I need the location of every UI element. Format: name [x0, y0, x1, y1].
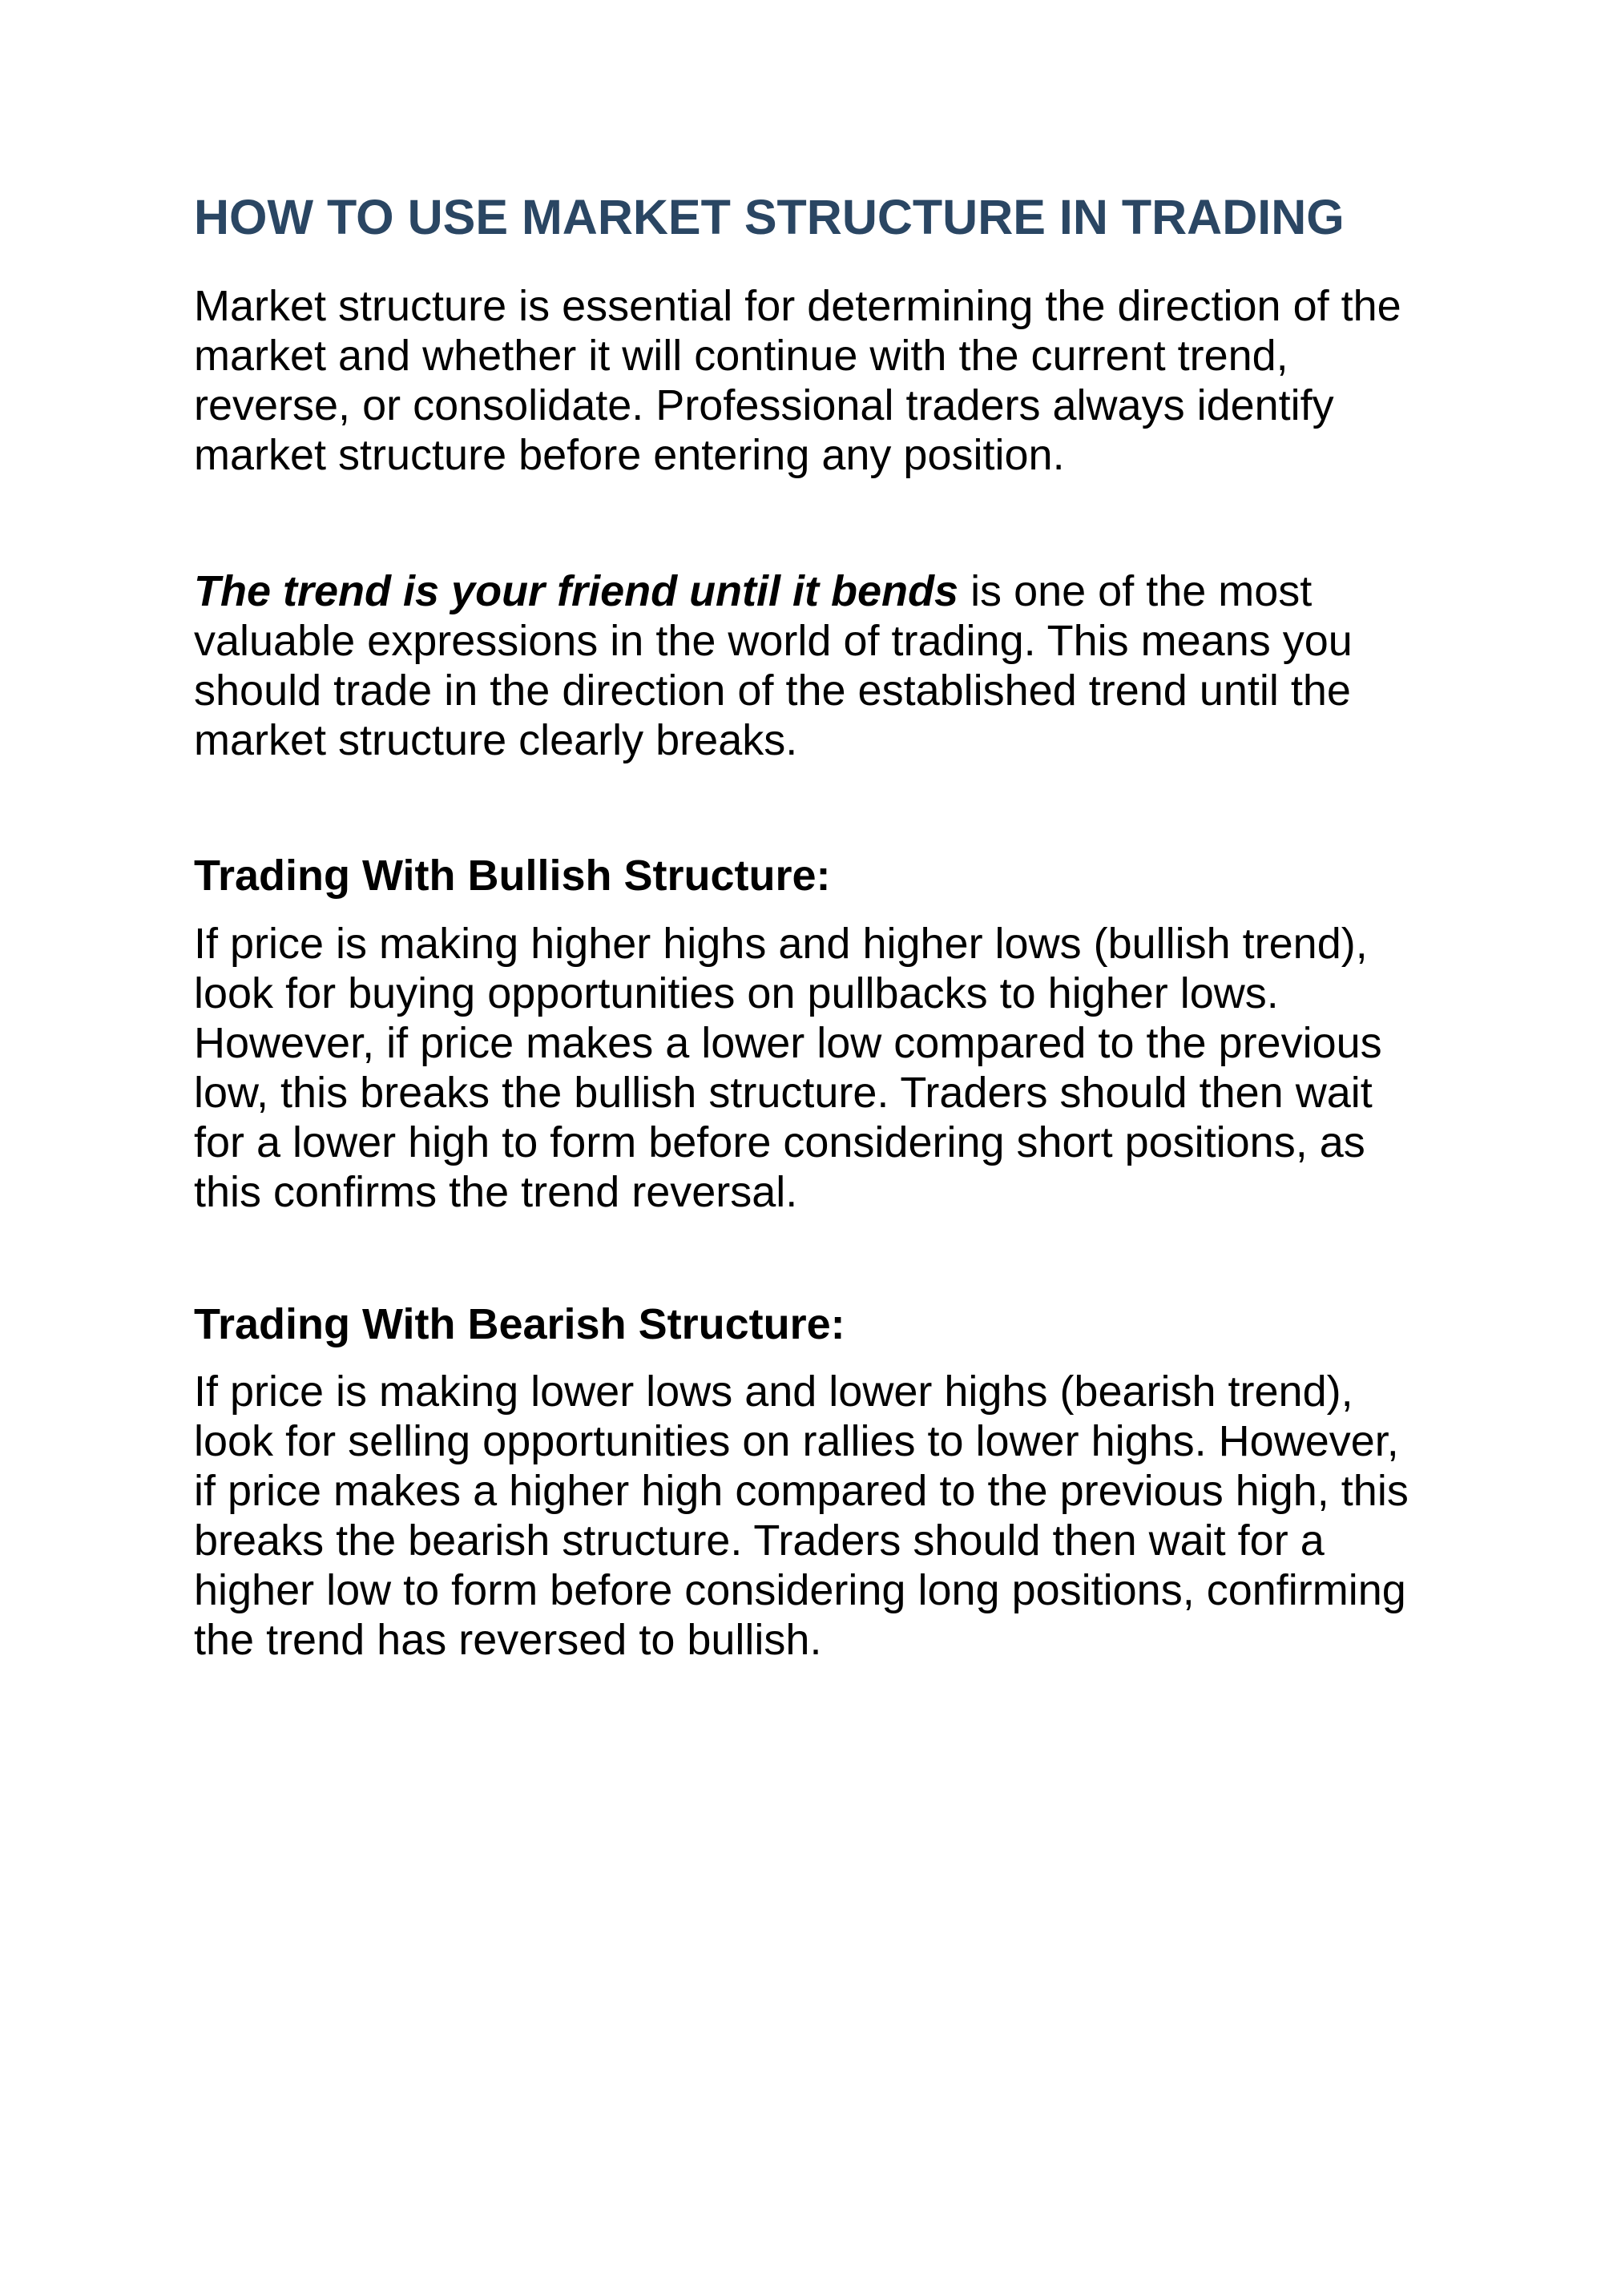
bearish-structure-heading: Trading With Bearish Structure: [194, 1300, 845, 1348]
quote-paragraph [194, 566, 1425, 765]
quote-rest-text: is one of the most valuable expressions in the world of trading. This means you should trade in the direction of the established trend until the market structure clearly breaks. [194, 567, 1353, 764]
intro-paragraph: Market structure is essential for determining the direction of the market and whether it will continue with the current trend, reverse, or consolidate. Professional traders always identify market structure before entering any position. [194, 282, 1401, 479]
page-title: HOW TO USE MARKET STRUCTURE IN TRADING [194, 190, 1345, 244]
quote-lead-text: The trend is your friend until it bends [194, 567, 959, 615]
bearish-structure-paragraph: If price is making lower lows and lower highs (bearish trend), look for selling opportunities on rallies to lower highs. However, if price makes a higher high compared to the previous high, this breaks the bearish structure. Traders should then wait for a higher low to form before considering long positions, confirming the trend has reversed to bullish. [194, 1368, 1409, 1664]
bullish-structure-paragraph: If price is making higher highs and higher lows (bullish trend), look for buying opportunities on pullbacks to higher lows. However, if price makes a lower low compared to the previous low, this breaks the bullish structure. Traders should then wait for a lower high to form before considering short positions, as this confirms the trend reversal. [194, 920, 1382, 1216]
bullish-structure-heading: Trading With Bullish Structure: [194, 852, 831, 900]
